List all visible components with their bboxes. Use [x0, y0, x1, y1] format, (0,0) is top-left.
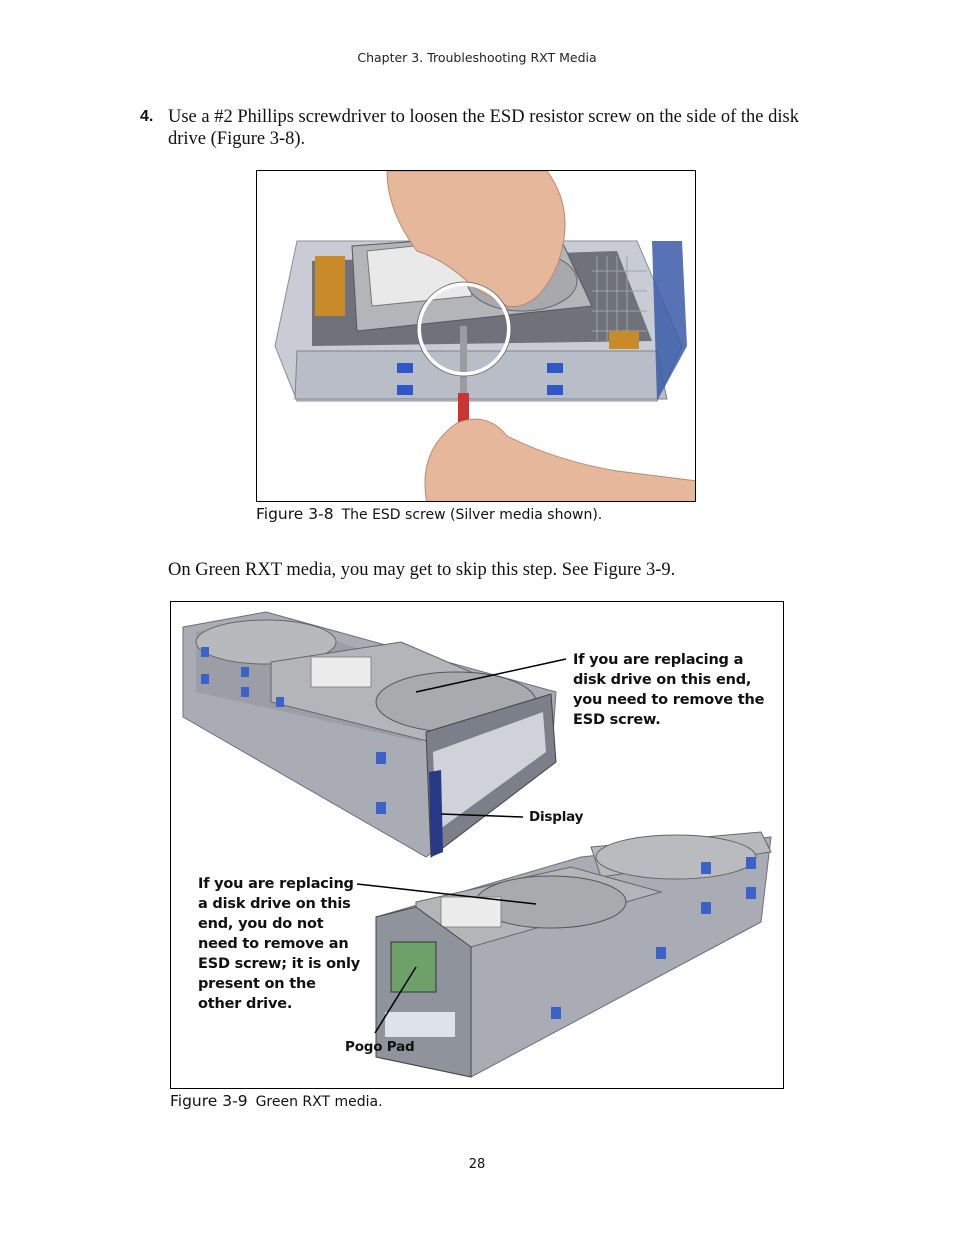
callout-no-esd-end: If you are replacing a disk drive on this end, you do not need to remove an ESD screw; it is only present on the other drive.	[198, 876, 360, 1012]
figure-3-8-caption	[256, 505, 602, 523]
figure-3-9-caption	[170, 1092, 383, 1110]
figure-3-8-photo	[256, 170, 696, 502]
body-paragraph: On Green RXT media, you may get to skip this step. See Figure 3-9.	[168, 560, 676, 580]
callout-display: Display	[529, 809, 584, 825]
step-number: 4.	[140, 108, 154, 125]
esd-screw-photo	[257, 171, 696, 502]
callout-pogo-pad: Pogo Pad	[345, 1039, 415, 1055]
running-header: Chapter 3. Troubleshooting RXT Media	[357, 50, 597, 65]
figure-label: Figure 3-9	[170, 1092, 248, 1110]
figure-label: Figure 3-8	[256, 505, 334, 523]
figure-3-9-frame	[170, 601, 784, 1089]
page-number: 28	[468, 1157, 486, 1172]
figure-caption-text: Green RXT media.	[255, 1094, 383, 1110]
step-text: Use a #2 Phillips screwdriver to loosen the ESD resistor screw on the side of the disk drive (Figure 3-8).	[168, 107, 799, 149]
callout-esd-end: If you are replacing a disk drive on this end, you need to remove the ESD screw.	[573, 652, 765, 728]
figure-caption-text: The ESD screw (Silver media shown).	[341, 507, 603, 523]
